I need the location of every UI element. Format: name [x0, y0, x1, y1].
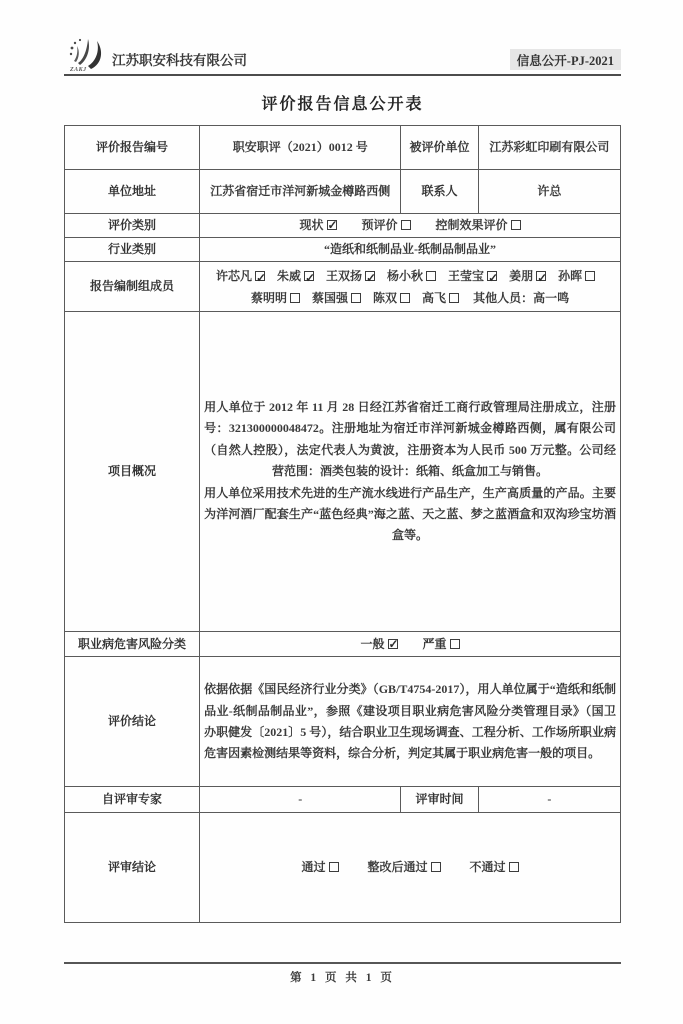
overview-text: [200, 312, 621, 632]
checkbox-icon: [290, 293, 300, 303]
table-row: [65, 214, 621, 238]
checkbox-icon: [449, 293, 459, 303]
checkbox-icon: [431, 862, 441, 872]
industry-value: “造纸和纸制品业-纸制品制品业”: [200, 238, 621, 262]
checkbox-icon: [585, 271, 595, 281]
checkbox-icon: [536, 271, 546, 281]
option-pass-after-rectification: [368, 860, 441, 874]
page-title: 评价报告信息公开表: [261, 96, 424, 113]
option-label: 控制效果评价: [435, 218, 508, 232]
member-item: [251, 291, 300, 305]
overview-paragraph-1: 用人单位于 2012 年 11 月 28 日经江苏省宿迁工商行政管理局注册成立，注册号：321300000048472。注册地址为宿迁市洋河新城金樽路西侧，属有限公司（自然人控股），法定代表人为黄波，注册资本为人民币 500 万元整。公司经营范围：酒类包装的设计：纸箱、纸盒加工与销售。: [204, 400, 616, 479]
page-number: 第 1 页 共 1 页: [290, 972, 395, 984]
doc-code-badge: 信息公开-PJ-2021: [510, 49, 621, 70]
member-item: [558, 269, 595, 283]
table-row: [65, 657, 621, 787]
member-item: [448, 269, 497, 283]
option-pre-evaluation: [362, 218, 411, 232]
table-row: [65, 632, 621, 657]
category-options: [200, 214, 621, 238]
report-no-value: 职安职评（2021）0012 号: [200, 126, 401, 170]
option-label: 预评价: [361, 218, 398, 232]
checkbox-icon: [351, 293, 361, 303]
option-label: 一般: [360, 636, 385, 651]
contact-label: 联系人: [401, 170, 478, 214]
table-row: [65, 787, 621, 813]
checkbox-icon: [426, 271, 436, 281]
member-item: [312, 291, 361, 305]
table-row: [65, 312, 621, 632]
member-name: 蔡明明: [251, 290, 288, 305]
members-line-1: [204, 265, 616, 287]
checkbox-icon: [487, 271, 497, 281]
checkbox-icon: [401, 220, 411, 230]
review-time-value: -: [478, 787, 620, 813]
member-name: 高飞: [422, 290, 447, 305]
checkbox-icon: [329, 862, 339, 872]
member-item: [387, 269, 436, 283]
company-name: 江苏职安科技有限公司: [112, 53, 247, 68]
conclusion-text: 依据依据《国民经济行业分类》（GB/T4754-2017），用人单位属于“造纸和纸制品业-纸制品制品业”，参照《建设项目职业病危害风险分类管理目录》（国卫办职健发〔2021〕5 号），结合职业卫生现场调查、工程分析、工作场所职业病危害因素检测结果等资料，综合分析，判定其属于职业病危害一般的项目。: [204, 682, 616, 761]
table-row: [65, 813, 621, 923]
member-name: 陈双: [373, 290, 398, 305]
checkbox-icon: [450, 639, 460, 649]
member-item: [326, 269, 375, 283]
member-item: [373, 291, 410, 305]
table-row: [65, 126, 621, 170]
other-members: 其他人员：高一鸣: [473, 290, 570, 305]
disclosure-table: [64, 125, 621, 923]
member-name: 许芯凡: [215, 268, 252, 283]
self-review-value: -: [200, 787, 401, 813]
address-label: 单位地址: [65, 170, 200, 214]
option-label: 严重: [422, 636, 447, 651]
checkbox-icon: [327, 220, 337, 230]
review-time-label: 评审时间: [401, 787, 478, 813]
review-result-label: 评审结论: [65, 813, 200, 923]
table-row: [65, 170, 621, 214]
option-control-effect: [436, 218, 521, 232]
review-result-options: [200, 813, 621, 923]
evaluated-unit-value: 江苏彩虹印刷有限公司: [478, 126, 620, 170]
checkbox-icon: [304, 271, 314, 281]
member-name: 朱威: [277, 268, 302, 283]
member-name: 孙晖: [558, 268, 583, 283]
category-label: 评价类别: [65, 214, 200, 238]
logo-caption: ZAKJ: [70, 67, 87, 73]
checkbox-icon: [509, 862, 519, 872]
checkbox-icon: [365, 271, 375, 281]
report-no-label: 评价报告编号: [65, 126, 200, 170]
member-name: 王双扬: [326, 268, 363, 283]
member-name: 姜朋: [509, 268, 534, 283]
contact-value: 许总: [478, 170, 620, 214]
option-label: 通过: [301, 860, 326, 875]
checkbox-icon: [400, 293, 410, 303]
member-item: [422, 291, 459, 305]
member-item: [277, 269, 314, 283]
checkbox-icon: [388, 639, 398, 649]
company-brand: [64, 33, 247, 71]
checkbox-icon: [255, 271, 265, 281]
page-footer: [64, 962, 621, 985]
industry-label: 行业类别: [65, 238, 200, 262]
self-review-label: 自评审专家: [65, 787, 200, 813]
option-fail: [470, 860, 519, 874]
member-name: 蔡国强: [312, 290, 349, 305]
overview-paragraph-2: 用人单位采用技术先进的生产流水线进行产品生产，生产高质量的产品。主要为洋河酒厂配套生产“蓝色经典”海之蓝、天之蓝、梦之蓝酒盒和双沟珍宝坊酒盒等。: [204, 485, 616, 543]
option-pass: [302, 860, 339, 874]
members-line-2: [204, 287, 616, 309]
member-item: [216, 269, 265, 283]
members-label: 报告编制组成员: [65, 262, 200, 312]
risk-options: [200, 632, 621, 657]
option-label: 整改后通过: [367, 860, 428, 875]
conclusion-label: 评价结论: [65, 657, 200, 787]
option-label: 不通过: [469, 860, 506, 875]
option-label: 现状: [299, 218, 324, 232]
table-row: [65, 262, 621, 312]
member-item: [509, 269, 546, 283]
option-current-status: [300, 218, 337, 232]
checkbox-icon: [511, 220, 521, 230]
overview-label: 项目概况: [65, 312, 200, 632]
document-header: [64, 30, 621, 76]
option-general: [361, 637, 398, 651]
option-severe: [423, 637, 460, 651]
members-list: [200, 262, 621, 312]
evaluated-unit-label: 被评价单位: [401, 126, 478, 170]
table-row: [65, 238, 621, 262]
member-name: 王莹宝: [448, 268, 485, 283]
address-value: 江苏省宿迁市洋河新城金樽路西侧: [200, 170, 401, 214]
member-name: 杨小秋: [387, 268, 424, 283]
conclusion-text-cell: [200, 657, 621, 787]
company-logo-icon: [64, 33, 110, 77]
risk-label: 职业病危害风险分类: [65, 632, 200, 657]
